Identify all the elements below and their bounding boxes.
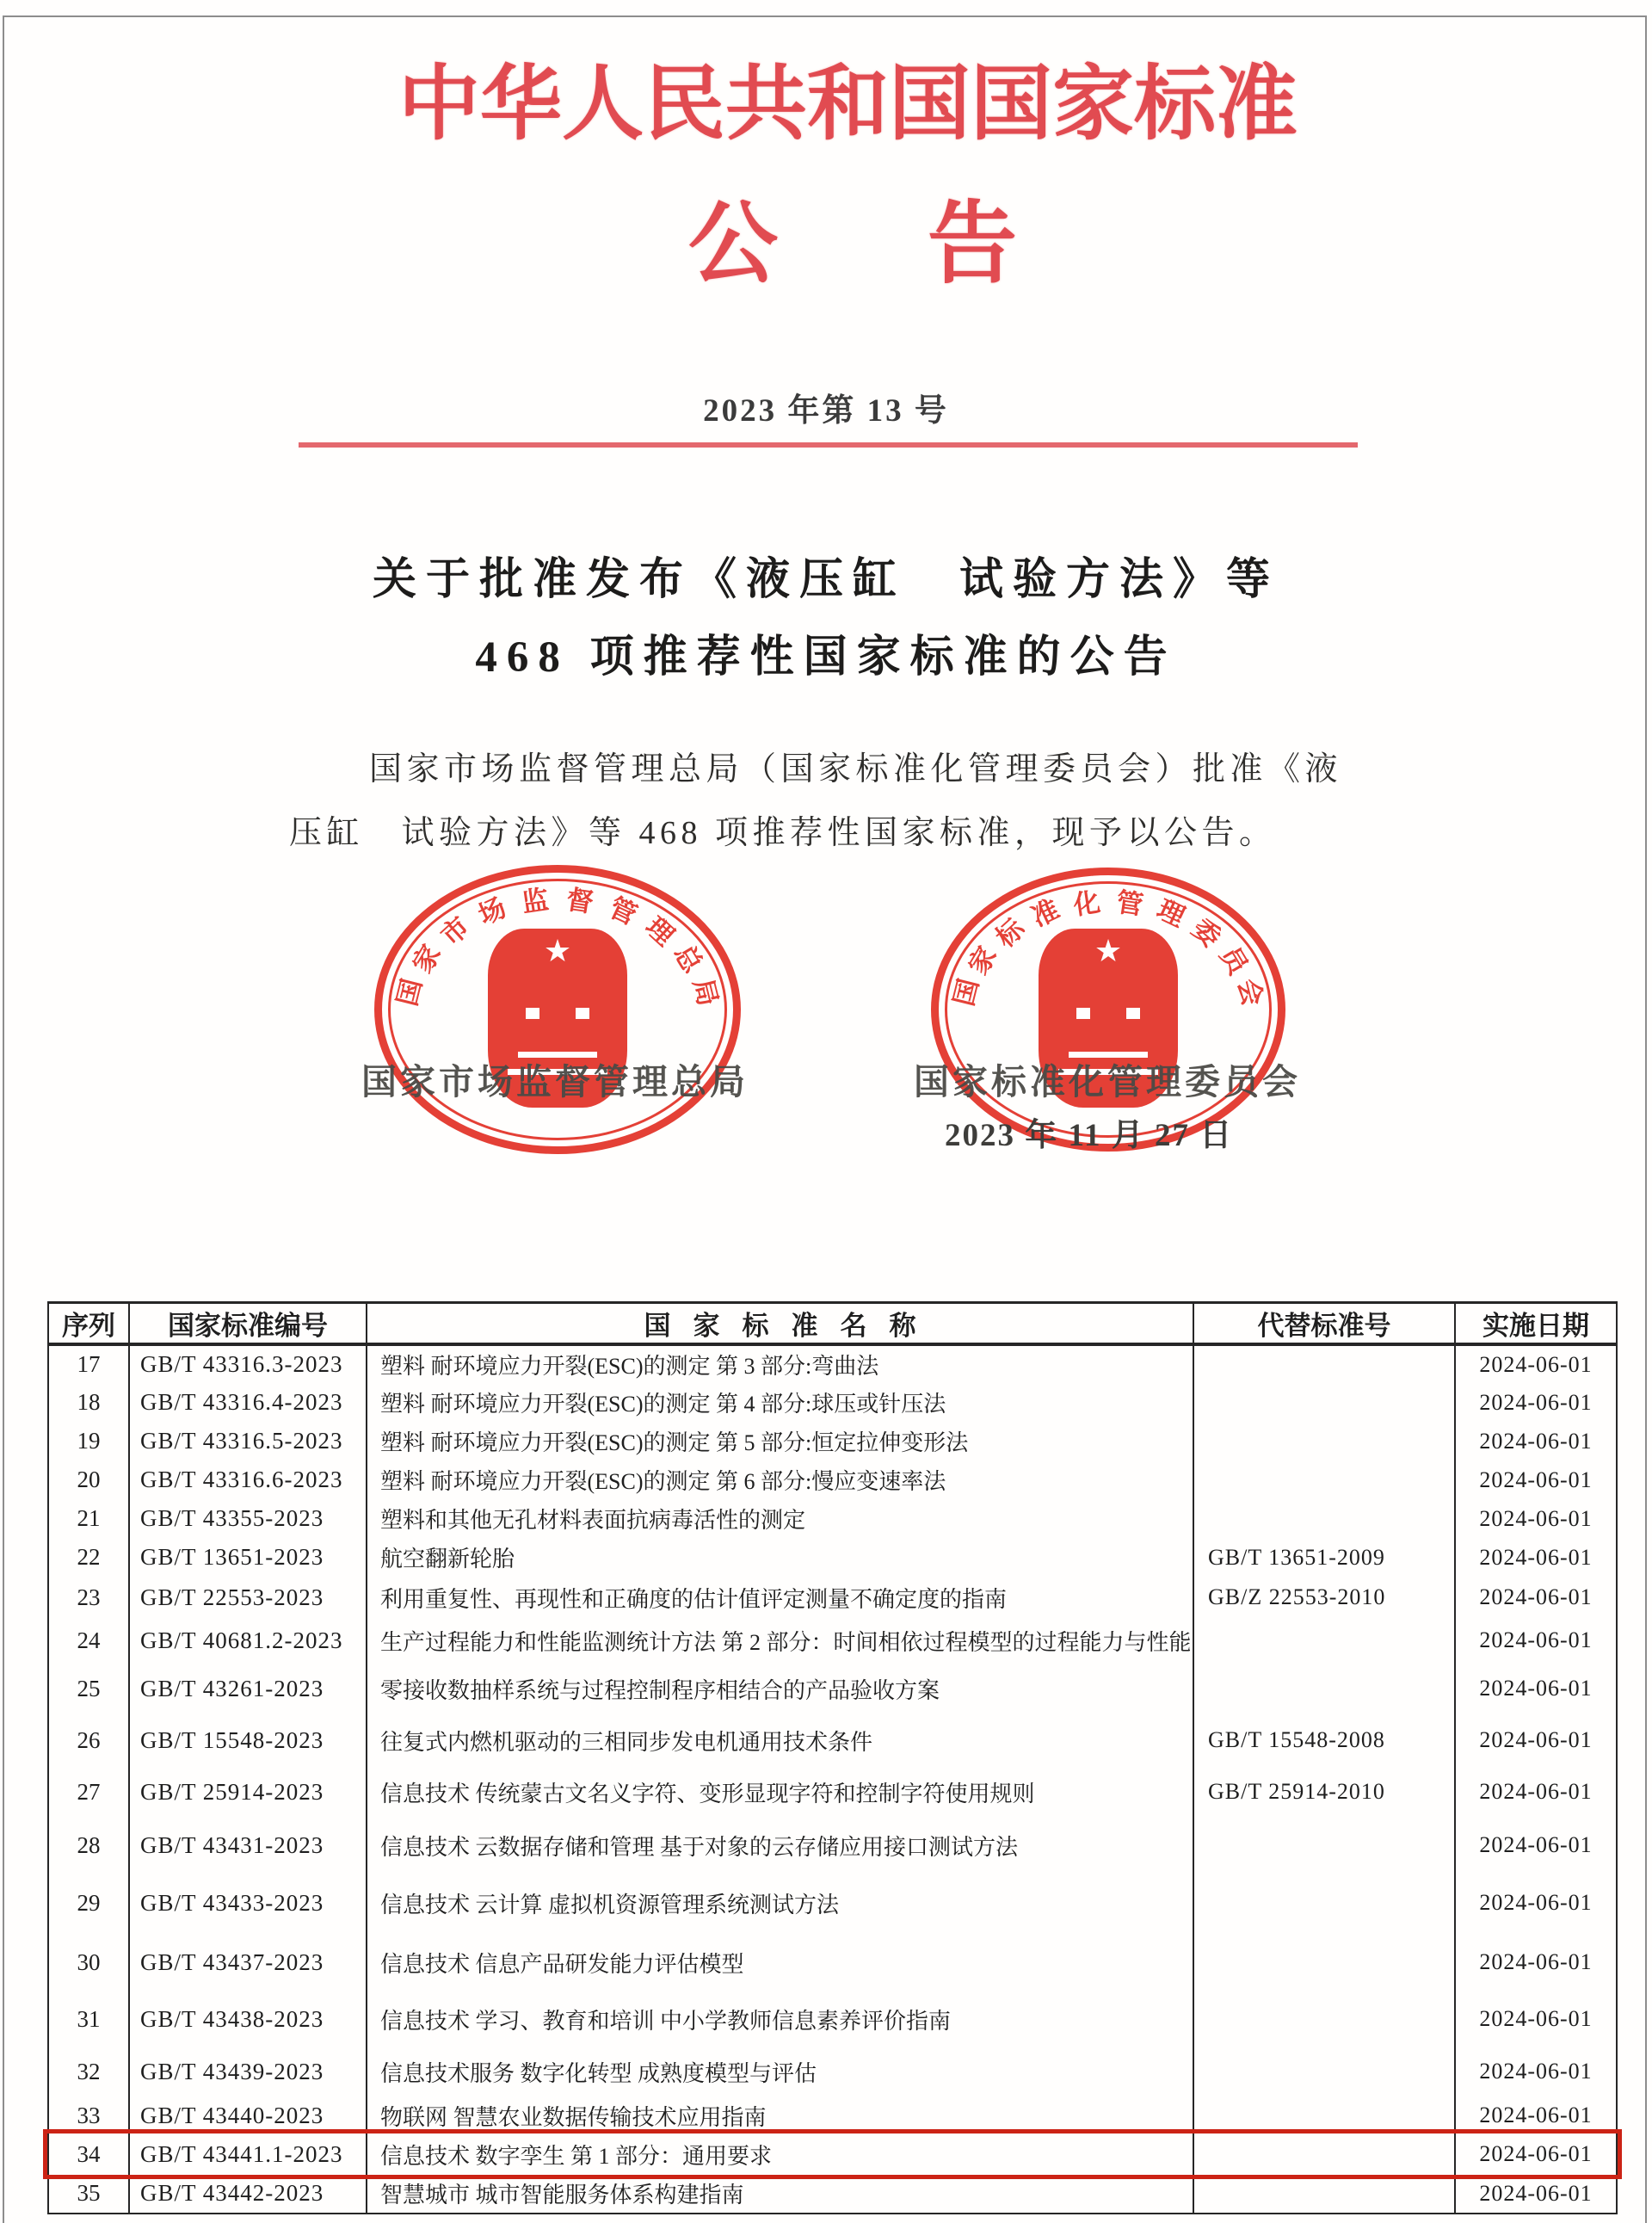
cell-no: 34: [77, 2140, 101, 2167]
emblem-star-icon: ★: [1094, 933, 1123, 968]
table-row: [48, 1873, 1617, 1933]
cell-code: GB/T 43316.6-2023: [129, 1460, 367, 1499]
announcement-body-line2: 压缸 试验方法》等 468 项推荐性国家标准，现予以公告。: [289, 815, 1277, 851]
cell-code: GB/T 43438-2023: [129, 1991, 367, 2047]
cell-date: 2024-06-01: [1455, 1818, 1617, 1873]
cell-code: GB/T 43437-2023: [129, 1933, 367, 1991]
table-row: [48, 1499, 1617, 1538]
announcement-heading-line1: 关于批准发布《液压缸 试验方法》等: [372, 556, 1280, 604]
cell-name: 信息技术 学习、教育和培训 中小学教师信息素养评价指南: [367, 1991, 1193, 2047]
seal-ring-char: 理: [1152, 893, 1190, 933]
cell-name: 航空翻新轮胎: [367, 1538, 1193, 1577]
seal-ring-char: 会: [1232, 976, 1268, 1010]
cell-date: 2024-06-01: [1455, 1991, 1617, 2047]
cell-code: GB/T 43442-2023: [129, 2174, 367, 2214]
table-row: [48, 2096, 1617, 2134]
cell-no: 23: [77, 1584, 101, 1610]
table-row: [48, 1460, 1617, 1499]
table-row: [48, 1344, 1617, 1383]
cell-replaced: [1193, 1663, 1455, 1714]
cell-code: GB/T 13651-2023: [129, 1538, 367, 1577]
table-row: [48, 1714, 1617, 1766]
table-row: [48, 1383, 1617, 1422]
col-header-replaced-code: 代替标准号: [1193, 1303, 1455, 1345]
cell-code: GB/T 25914-2023: [129, 1766, 367, 1818]
cell-no: 32: [77, 2058, 101, 2084]
cell-replaced: [1193, 2174, 1455, 2214]
announcement-heading-line2: 468 项推荐性国家标准的公告: [475, 633, 1177, 682]
cell-date: 2024-06-01: [1455, 1766, 1617, 1818]
cell-name: 塑料 耐环境应力开裂(ESC)的测定 第 4 部分:球压或针压法: [367, 1383, 1193, 1422]
cell-date: 2024-06-01: [1455, 1873, 1617, 1933]
cell-name: 生产过程能力和性能监测统计方法 第 2 部分：时间相依过程模型的过程能力与性能: [367, 1618, 1193, 1663]
cell-replaced: [1193, 1873, 1455, 1933]
cell-code: GB/T 43261-2023: [129, 1663, 367, 1714]
cell-code: GB/T 43433-2023: [129, 1873, 367, 1933]
cell-date: 2024-06-01: [1455, 1663, 1617, 1714]
cell-name: 信息技术 传统蒙古文名义字符、变形显现字符和控制字符使用规则: [367, 1766, 1193, 1818]
cell-date: 2024-06-01: [1455, 1538, 1617, 1577]
seal-ring-char: 国: [391, 975, 428, 1009]
cell-replaced: GB/Z 22553-2010: [1193, 1577, 1455, 1618]
cell-code: GB/T 40681.2-2023: [129, 1618, 367, 1663]
table-row: [48, 1933, 1617, 1991]
issuer-signature-left: 国家市场监督管理总局: [361, 1062, 749, 1102]
seal-ring-char: 场: [473, 892, 511, 931]
cell-name: 零接收数抽样系统与过程控制程序相结合的产品验收方案: [367, 1663, 1193, 1714]
cell-replaced: [1193, 1344, 1455, 1383]
table-row: [48, 1766, 1617, 1818]
cell-replaced: [1193, 1460, 1455, 1499]
table-row: [48, 2174, 1617, 2214]
cell-replaced: [1193, 2096, 1455, 2134]
cell-code: GB/T 43441.1-2023: [129, 2134, 367, 2174]
cell-date: 2024-06-01: [1455, 1577, 1617, 1618]
cell-no: 18: [77, 1389, 101, 1415]
cell-name: 信息技术 云计算 虚拟机资源管理系统测试方法: [367, 1873, 1193, 1933]
cell-no: 27: [77, 1778, 101, 1805]
seal-ring-char: 委: [1186, 912, 1227, 954]
cell-no: 22: [77, 1544, 101, 1570]
cell-date: 2024-06-01: [1455, 1499, 1617, 1538]
cell-name: 塑料 耐环境应力开裂(ESC)的测定 第 5 部分:恒定拉伸变形法: [367, 1422, 1193, 1460]
doc-number: 2023 年第 13 号: [703, 393, 949, 429]
cell-code: GB/T 43355-2023: [129, 1499, 367, 1538]
cell-code: GB/T 43440-2023: [129, 2096, 367, 2134]
cell-date: 2024-06-01: [1455, 1933, 1617, 1991]
cell-replaced: [1193, 1618, 1455, 1663]
table-body: [48, 1344, 1617, 2214]
cell-date: 2024-06-01: [1455, 2047, 1617, 2096]
emblem-detail: [1076, 1008, 1090, 1019]
cell-name: 往复式内燃机驱动的三相同步发电机通用技术条件: [367, 1714, 1193, 1766]
cell-replaced: GB/T 13651-2009: [1193, 1538, 1455, 1577]
cell-date: 2024-06-01: [1455, 1383, 1617, 1422]
page-title: 中华人民共和国国家标准: [398, 59, 1298, 150]
seal-ring-char: 市: [435, 911, 476, 952]
seal-ring-char: 管: [1114, 886, 1145, 921]
seal-ring-char: 管: [604, 892, 642, 931]
table-row: [48, 1618, 1617, 1663]
seal-ring-char: 家: [963, 941, 1003, 979]
cell-replaced: GB/T 15548-2008: [1193, 1714, 1455, 1766]
cell-date: 2024-06-01: [1455, 1344, 1617, 1383]
seal-ring-char: 家: [407, 939, 447, 979]
cell-replaced: GB/T 25914-2010: [1193, 1766, 1455, 1818]
seal-ring-char: 准: [1026, 893, 1064, 933]
cell-code: GB/T 15548-2023: [129, 1714, 367, 1766]
announcement-body-line1: 国家市场监督管理总局（国家标准化管理委员会）批准《液: [369, 751, 1343, 787]
table-header-row: [48, 1303, 1617, 1345]
issue-date: 2023 年 11 月 27 日: [945, 1118, 1234, 1153]
table-row: [48, 1422, 1617, 1460]
seal-ring-char: 员: [1213, 941, 1254, 979]
cell-replaced: [1193, 1991, 1455, 2047]
seal-ring-char: 理: [639, 911, 681, 952]
cell-date: 2024-06-01: [1455, 2134, 1617, 2174]
col-header-standard-name: 国家标准名称: [367, 1303, 1193, 1345]
cell-no: 25: [77, 1675, 101, 1701]
cell-name: 利用重复性、再现性和正确度的估计值评定测量不确定度的指南: [367, 1577, 1193, 1618]
table-row: [48, 1991, 1617, 2047]
cell-no: 20: [77, 1467, 101, 1492]
page-subtitle: 公 告: [688, 195, 1048, 294]
cell-name: 塑料和其他无孔材料表面抗病毒活性的测定: [367, 1499, 1193, 1538]
standards-table: [47, 1301, 1618, 2214]
seal-ring-char: 总: [668, 939, 708, 979]
cell-date: 2024-06-01: [1455, 1422, 1617, 1460]
col-header-serial: 序列: [48, 1303, 129, 1345]
emblem-detail: [526, 1008, 539, 1019]
cell-replaced: [1193, 1383, 1455, 1422]
table-row: [48, 1577, 1617, 1618]
col-header-standard-code: 国家标准编号: [129, 1303, 367, 1345]
cell-date: 2024-06-01: [1455, 2096, 1617, 2134]
cell-no: 28: [77, 1831, 101, 1858]
cell-code: GB/T 43439-2023: [129, 2047, 367, 2096]
cell-no: 24: [77, 1627, 101, 1653]
cell-no: 19: [77, 1428, 101, 1454]
cell-name: 信息技术 信息产品研发能力评估模型: [367, 1933, 1193, 1991]
table-row: [48, 2134, 1617, 2174]
seal-ring-char: 监: [520, 883, 551, 918]
cell-name: 塑料 耐环境应力开裂(ESC)的测定 第 6 部分:慢应变速率法: [367, 1460, 1193, 1499]
cell-date: 2024-06-01: [1455, 2174, 1617, 2214]
table-row: [48, 1663, 1617, 1714]
cell-no: 21: [77, 1505, 101, 1531]
cell-no: 26: [77, 1726, 101, 1753]
seal-ring-char: 标: [989, 912, 1030, 954]
cell-no: 35: [77, 2180, 101, 2206]
issuer-signature-right: 国家标准化管理委员会: [914, 1062, 1301, 1102]
cell-code: GB/T 22553-2023: [129, 1577, 367, 1618]
cell-name: 信息技术服务 数字化转型 成熟度模型与评估: [367, 2047, 1193, 2096]
cell-no: 17: [77, 1351, 101, 1377]
cell-date: 2024-06-01: [1455, 1618, 1617, 1663]
seal-ring-char: 局: [687, 975, 724, 1009]
cell-no: 33: [77, 2102, 101, 2128]
cell-replaced: [1193, 1933, 1455, 1991]
cell-name: 信息技术 数字孪生 第 1 部分：通用要求: [367, 2134, 1193, 2174]
seal-ring-char: 化: [1071, 886, 1102, 921]
col-header-impl-date: 实施日期: [1455, 1303, 1617, 1345]
cell-replaced: [1193, 1422, 1455, 1460]
seal-ring-char: 督: [564, 883, 595, 918]
cell-no: 29: [77, 1889, 101, 1916]
seal-ring-char: 国: [948, 976, 984, 1010]
cell-code: GB/T 43316.5-2023: [129, 1422, 367, 1460]
red-divider-line: [299, 442, 1358, 448]
table-row: [48, 1818, 1617, 1873]
cell-replaced: [1193, 1818, 1455, 1873]
cell-name: 塑料 耐环境应力开裂(ESC)的测定 第 3 部分:弯曲法: [367, 1344, 1193, 1383]
official-seal-left: [374, 865, 741, 1154]
cell-name: 物联网 智慧农业数据传输技术应用指南: [367, 2096, 1193, 2134]
emblem-star-icon: ★: [543, 934, 572, 969]
cell-code: GB/T 43316.4-2023: [129, 1383, 367, 1422]
cell-date: 2024-06-01: [1455, 1460, 1617, 1499]
cell-name: 智慧城市 城市智能服务体系构建指南: [367, 2174, 1193, 2214]
table-row: [48, 2047, 1617, 2096]
cell-replaced: [1193, 2047, 1455, 2096]
cell-date: 2024-06-01: [1455, 1714, 1617, 1766]
cell-name: 信息技术 云数据存储和管理 基于对象的云存储应用接口测试方法: [367, 1818, 1193, 1873]
cell-replaced: [1193, 1499, 1455, 1538]
cell-no: 30: [77, 1948, 101, 1975]
cell-code: GB/T 43316.3-2023: [129, 1344, 367, 1383]
cell-replaced: [1193, 2134, 1455, 2174]
table-row: [48, 1538, 1617, 1577]
cell-code: GB/T 43431-2023: [129, 1818, 367, 1873]
cell-no: 31: [77, 2005, 101, 2032]
